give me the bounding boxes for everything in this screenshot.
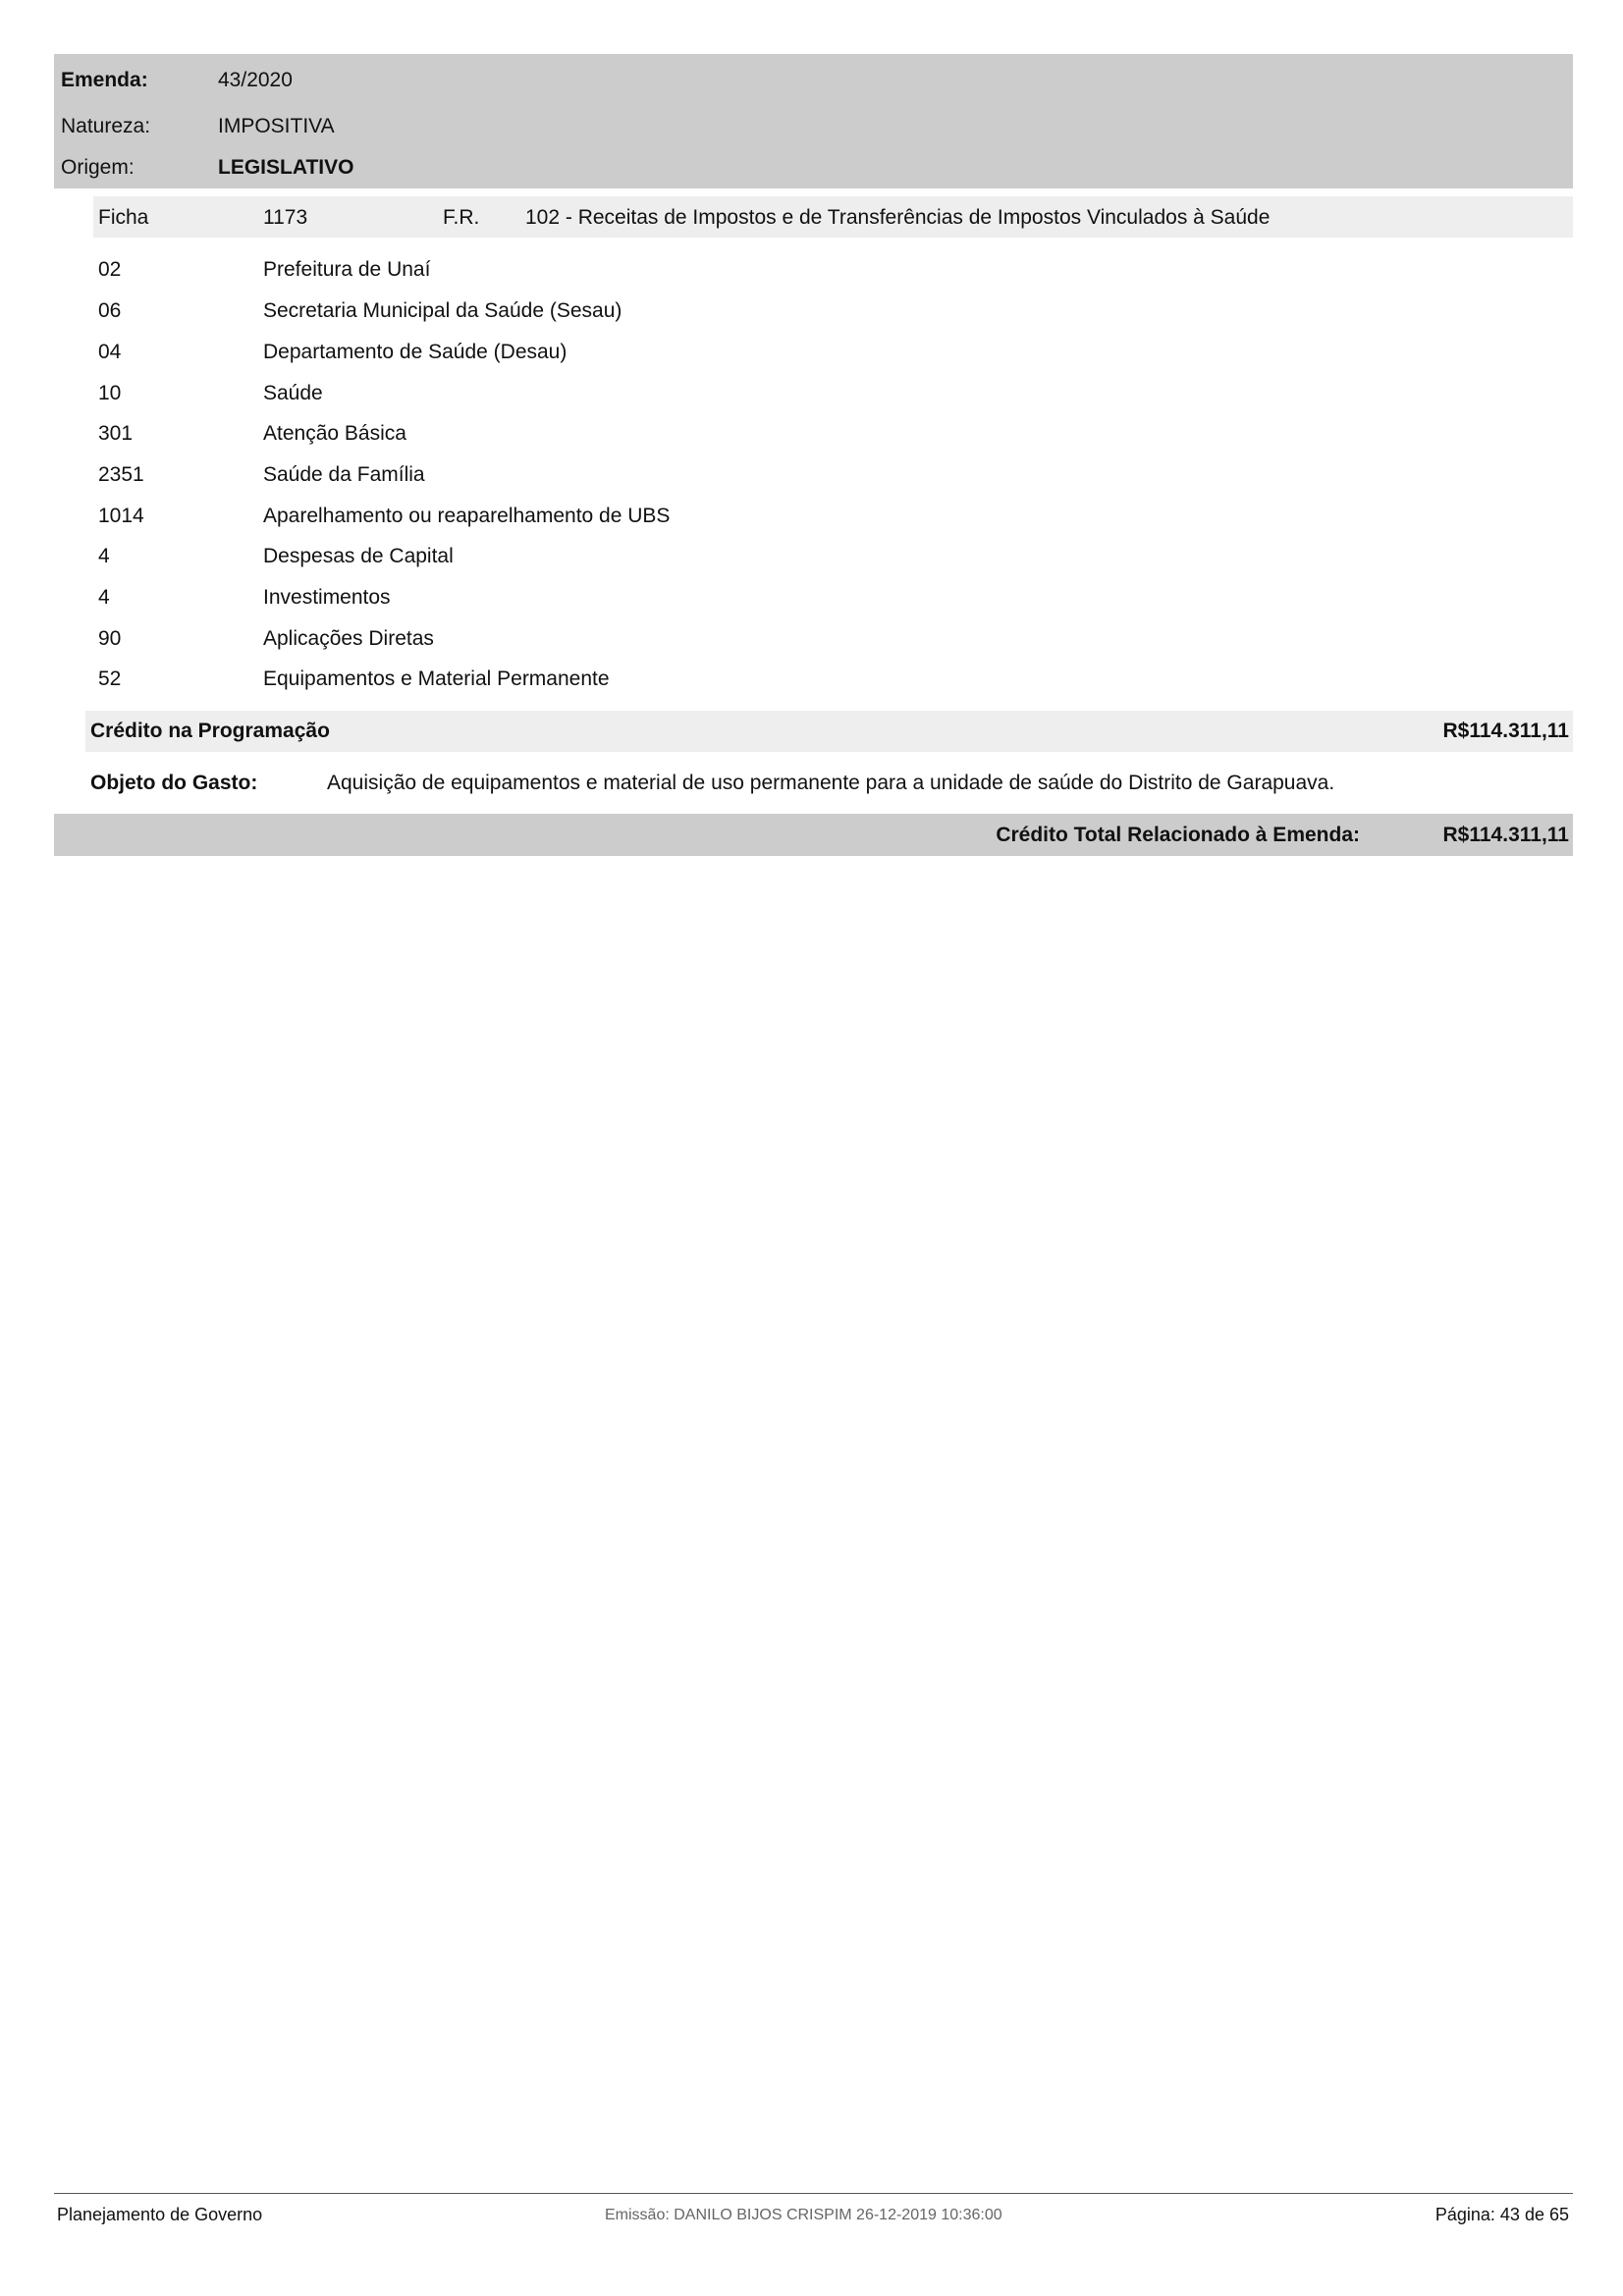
natureza-label: Natureza: [61, 115, 151, 137]
item-desc: Prefeitura de Unaí [263, 258, 431, 281]
footer-emission: Emissão: DANILO BIJOS CRISPIM 26-12-2019 10:36:00 [605, 2207, 1002, 2223]
emenda-value: 43/2020 [218, 69, 293, 91]
item-code: 4 [98, 586, 110, 609]
emenda-label: Emenda: [61, 69, 148, 91]
natureza-value: IMPOSITIVA [218, 115, 335, 137]
item-desc: Despesas de Capital [263, 545, 454, 567]
item-code: 90 [98, 627, 122, 650]
ficha-label: Ficha [98, 206, 149, 229]
total-label: Crédito Total Relacionado à Emenda: [996, 824, 1360, 846]
fr-label: F.R. [443, 206, 480, 229]
origem-value: LEGISLATIVO [218, 156, 354, 179]
item-desc: Departamento de Saúde (Desau) [263, 341, 568, 363]
item-desc: Saúde [263, 382, 323, 404]
origem-label: Origem: [61, 156, 135, 179]
item-code: 04 [98, 341, 122, 363]
item-desc: Secretaria Municipal da Saúde (Sesau) [263, 299, 622, 322]
objeto-label: Objeto do Gasto: [90, 772, 258, 794]
footer-left: Planejamento de Governo [57, 2205, 263, 2224]
item-code: 06 [98, 299, 122, 322]
footer-divider [54, 2193, 1573, 2194]
total-value: R$114.311,11 [1442, 824, 1569, 846]
item-code: 02 [98, 258, 122, 281]
item-desc: Aparelhamento ou reaparelhamento de UBS [263, 505, 671, 527]
ficha-number: 1173 [263, 206, 308, 229]
item-desc: Equipamentos e Material Permanente [263, 667, 610, 690]
item-code: 301 [98, 422, 134, 445]
item-desc: Aplicações Diretas [263, 627, 434, 650]
objeto-value: Aquisição de equipamentos e material de uso permanente para a unidade de saúde do Distrito de Garapuava. [327, 772, 1335, 794]
fr-value: 102 - Receitas de Impostos e de Transferências de Impostos Vinculados à Saúde [525, 206, 1271, 229]
item-code: 52 [98, 667, 122, 690]
item-code: 4 [98, 545, 110, 567]
item-code: 2351 [98, 463, 144, 486]
credito-value: R$114.311,11 [1442, 720, 1569, 742]
credito-label: Crédito na Programação [90, 720, 330, 742]
item-desc: Atenção Básica [263, 422, 406, 445]
page-number: Página: 43 de 65 [1434, 2205, 1569, 2224]
item-desc: Saúde da Família [263, 463, 425, 486]
item-code: 10 [98, 382, 122, 404]
item-desc: Investimentos [263, 586, 391, 609]
item-code: 1014 [98, 505, 144, 527]
